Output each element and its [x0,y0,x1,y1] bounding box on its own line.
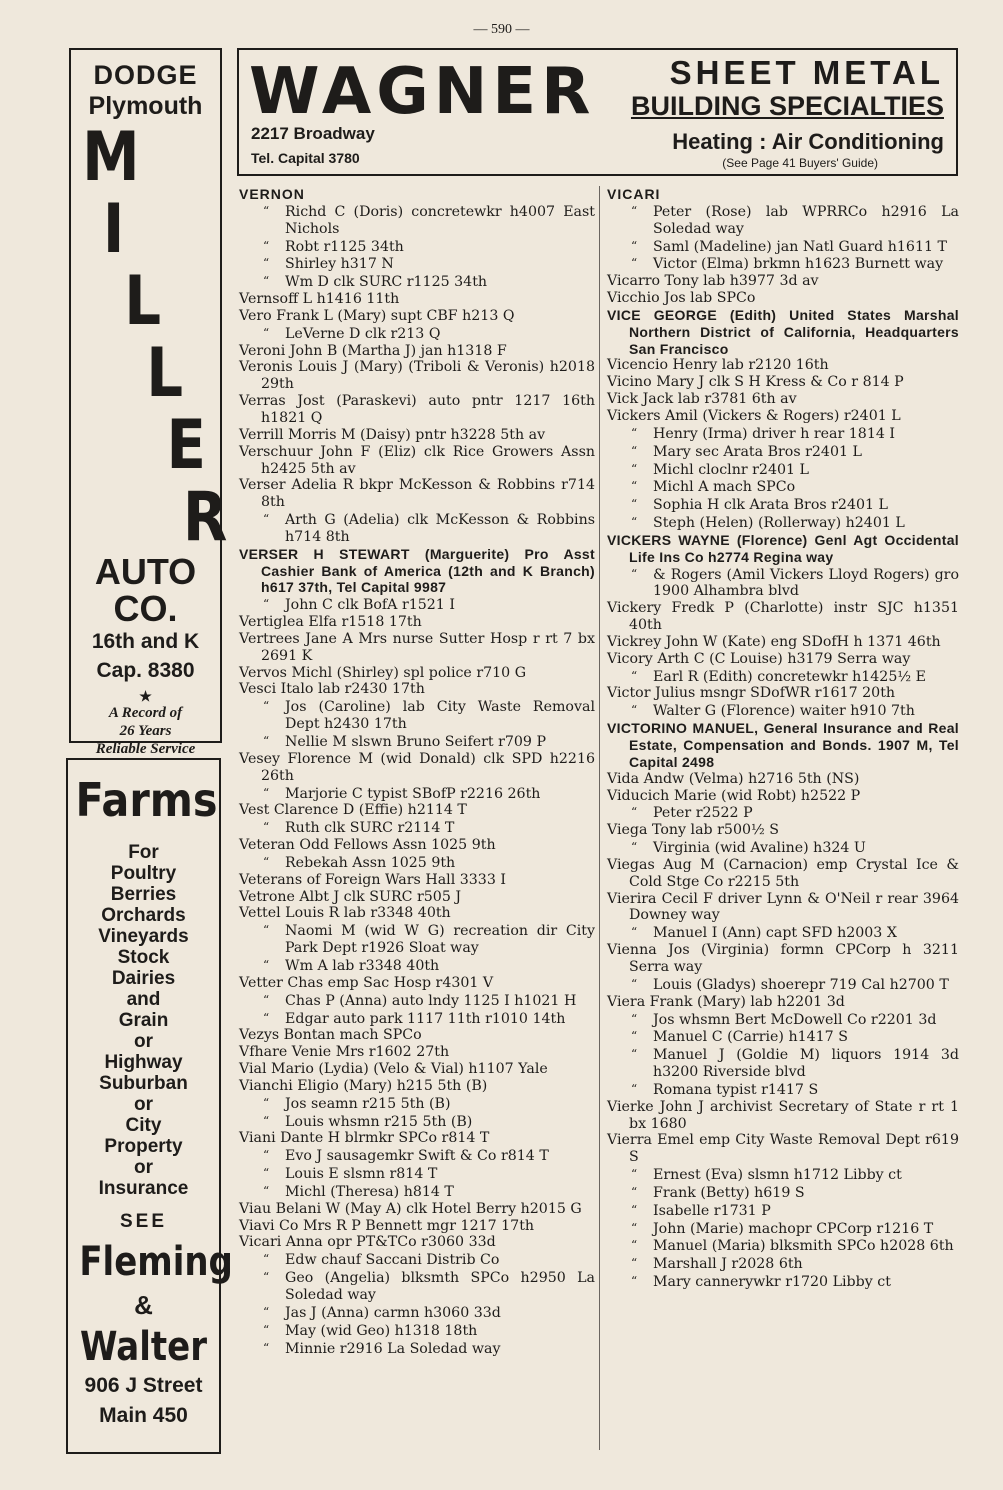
directory-entry: “ Peter (Rose) lab WPRRCo h2916 La Soledad way [607,203,959,238]
ad-plymouth: Plymouth [88,92,203,120]
directory-entry: “ Ruth clk SURC r2114 T [239,819,595,837]
directory-entry: Vettel Louis R lab r3348 40th [239,905,451,922]
farms-list-item: Insurance [98,1178,189,1199]
directory-entry: “ Virginia (wid Avaline) h324 U [607,839,959,857]
directory-entry: “ Peter r2522 P [607,804,959,822]
directory-entry: “ Geo (Angelia) blksmth SPCo h2950 La Soledad way [239,1269,595,1304]
miller-name [71,118,228,557]
wagner-telephone: Tel. Capital 3780 [251,150,360,166]
directory-entry: “ Henry (Irma) driver h rear 1814 I [607,425,959,443]
directory-entry: Vicory Arth C (C Louise) h3179 Serra way [607,650,911,667]
directory-entry: “ Manuel J (Goldie M) liquors 1914 3d h3200 Riverside blvd [607,1046,959,1081]
directory-entry: “ Ernest (Eva) slsmn h1712 Libby ct [607,1166,959,1184]
directory-entry: “ Richd C (Doris) concretewkr h4007 East Nichols [239,203,595,238]
ad-auto: AUTO [94,551,197,592]
directory-entry: Vetter Chas emp Sac Hosp r4301 V [239,974,494,991]
directory-entry: “ Marshall J r2028 6th [607,1255,959,1273]
directory-entry: “ Michl (Theresa) h814 T [239,1183,595,1201]
directory-entry: “ Manuel C (Carrie) h1417 S [607,1028,959,1046]
directory-column-left [239,186,595,1357]
directory-entry: Vicchio Jos lab SPCo [607,290,756,307]
miller-address: 16th and K [91,630,200,653]
directory-entry: “ Victor (Elma) brkmn h1623 Burnett way [607,255,959,273]
directory-entry: “ Arth G (Adelia) clk McKesson & Robbins h714 8th [239,511,595,546]
directory-entry: “ Manuel I (Ann) capt SFD h2003 X [607,924,959,942]
star-icon: ★ [139,688,152,704]
directory-entry: “ Naomi M (wid W G) recreation dir City Park Dept r1926 Sloat way [239,922,595,957]
miller-tagline-3: Reliable Service [95,741,196,757]
directory-entry: Vero Frank L (Mary) supt CBF h213 Q [239,307,515,324]
directory-entry: Vest Clarence D (Effie) h2114 T [239,802,467,819]
directory-entry: “ Romana typist r1417 S [607,1081,959,1099]
directory-entry: Vicari Anna opr PT&TCo r3060 33d [239,1234,496,1251]
directory-entry: Vierra Emel emp City Waste Removal Dept r619 S [607,1132,959,1166]
directory-entry: Vickers Amil (Vickers & Rogers) r2401 L [607,407,901,424]
directory-entry: VERSER H STEWART (Marguerite) Pro Asst Cashier Bank of America (12th and K Branch) h617 37th, Tel Capital 9987 [239,545,595,596]
directory-entry: “ Mary cannerywkr r1720 Libby ct [607,1273,959,1291]
directory-entry: Verser Adelia R bkpr McKesson & Robbins r714 8th [239,477,595,511]
directory-entry: “ Isabelle r1731 P [607,1202,959,1220]
directory-entry: “ Edw chauf Saccani Distrib Co [239,1251,595,1269]
miller-auto-ad [69,48,228,757]
directory-entry: “ Edgar auto park 1117 11th r1010 14th [239,1010,595,1028]
ad-dodge: DODGE [93,60,198,90]
directory-entry: Vickery Fredk P (Charlotte) instr SJC h1351 40th [607,600,959,634]
fleming-address: 906 J Street [84,1374,203,1397]
directory-entry: VICE GEORGE (Edith) United States Marshal Northern District of California, Headquarters San Francisco [607,306,959,357]
directory-entry: Vfhare Venie Mrs r1602 27th [239,1044,450,1061]
directory-entry: Veterans of Foreign Wars Hall 3333 I [239,871,506,888]
directory-entry: “ Marjorie C typist SBofP r2216 26th [239,785,595,803]
farms-list-item: and [126,989,161,1010]
directory-entry: VICKERS WAYNE (Florence) Genl Agt Occidental Life Ins Co h2774 Regina way [607,531,959,565]
ad-see: SEE [119,1211,168,1232]
wagner-building-specialties: BUILDING SPECIALTIES [630,91,944,121]
farms-list-item: or [134,1031,153,1052]
directory-entry: Vesey Florence M (wid Donald) clk SPD h2216 26th [239,750,595,784]
ad-co: CO. [113,588,178,629]
farms-list [68,842,219,1199]
miller-letter-e: E [166,406,206,485]
directory-entry: Vertiglea Elfa r1518 17th [239,614,422,631]
directory-entry: Vial Mario (Lydia) (Velo & Vial) h1107 Yale [239,1061,548,1078]
miller-phone: Cap. 8380 [96,659,195,682]
ad-fleming: Fleming [79,1239,233,1285]
miller-letter-m: M [82,118,140,197]
miller-letter-i: I [102,190,125,269]
directory-entry: “ John C clk BofA r1521 I [239,596,595,614]
farms-list-item: Property [104,1136,183,1157]
wagner-sheet-metal: SHEET METAL [669,54,944,91]
miller-letter-l2: L [146,334,184,413]
directory-entry: “ LeVerne D clk r213 Q [239,325,595,343]
directory-entry: “ Jos whsmn Bert McDowell Co r2201 3d [607,1011,959,1029]
farms-list-item: Vineyards [98,926,189,947]
directory-entry: “ Jos (Caroline) lab City Waste Removal Dept h2430 17th [239,698,595,733]
directory-entry: Vezys Bontan mach SPCo [239,1027,422,1044]
farms-list-item: Berries [110,884,177,905]
directory-entry: “ Steph (Helen) (Rollerway) h2401 L [607,514,959,532]
directory-entry: “ Sophia H clk Arata Bros r2401 L [607,496,959,514]
directory-entry: Verras Jost (Paraskevi) auto pntr 1217 16th h1821 Q [239,393,595,426]
directory-entry: “ Louis (Gladys) shoerepr 719 Cal h2700 T [607,976,959,994]
directory-entry: VERNON [239,186,305,202]
farms-list-item: Highway [104,1052,183,1073]
ad-ampersand: & [134,1290,153,1320]
directory-entry: Viani Dante H blrmkr SPCo r814 T [239,1130,490,1147]
farms-list-item: Orchards [101,905,186,926]
directory-entry: Viau Belani W (May A) clk Hotel Berry h2015 G [239,1200,582,1217]
farms-title: Farms [75,773,218,827]
farms-list-item: or [134,1157,153,1178]
column-divider [599,186,600,1450]
farms-list-item: Dairies [111,968,176,989]
directory-entry: Vertrees Jane A Mrs nurse Sutter Hosp r rt 7 bx 2691 K [239,630,595,664]
directory-entry: Verschuur John F (Eliz) clk Rice Growers Assn h2425 5th av [239,443,595,477]
ad-walter: Walter [80,1324,207,1370]
wagner-name: WAGNER [249,55,596,129]
directory-entry: “ Louis E slsmn r814 T [239,1165,595,1183]
directory-entry: “ Evo J sausagemkr Swift & Co r814 T [239,1147,595,1165]
farms-list-item: For [128,842,159,863]
directory-entry: “ Manuel (Maria) blksmith SPCo h2028 6th [607,1237,959,1255]
directory-entry: VICARI [607,186,661,202]
directory-entry: “ Earl R (Edith) concretewkr h1425½ E [607,668,959,686]
directory-entry: Viducich Marie (wid Robt) h2522 P [607,787,861,804]
directory-entry: “ Shirley h317 N [239,255,595,273]
directory-entry: “ Michl cloclnr r2401 L [607,461,959,479]
directory-entry: “ Robt r1125 34th [239,238,595,256]
farms-list-item: or [134,1094,153,1115]
directory-entry: “ Michl A mach SPCo [607,478,959,496]
wagner-heating: Heating : Air Conditioning [672,129,944,154]
miller-tagline-2: 26 Years [119,723,172,739]
directory-entry: Veteran Odd Fellows Assn 1025 9th [239,837,496,854]
directory-entry: Veroni John B (Martha J) jan h1318 F [239,342,507,359]
farms-list-item: Stock [117,947,170,968]
farms-list-item: Poultry [110,863,177,884]
directory-entry: “ Nellie M slswn Bruno Seifert r709 P [239,733,595,751]
directory-entry: Vierke John J archivist Secretary of State r rt 1 bx 1680 [607,1098,959,1132]
directory-entry: “ Wm A lab r3348 40th [239,957,595,975]
directory-entry: VICTORINO MANUEL, General Insurance and Real Estate, Compensation and Bonds. 1907 M, Tel Capital 2498 [607,720,959,770]
miller-letter-r: R [182,478,228,557]
directory-column-right [607,186,959,1291]
fleming-phone: Main 450 [99,1404,188,1427]
directory-entry: “ Mary sec Arata Bros r2401 L [607,443,959,461]
directory-entry: Vesci Italo lab r2430 17th [239,681,425,698]
directory-entry: “ Minnie r2916 La Soledad way [239,1340,595,1358]
directory-entry: Viegas Aug M (Carnacion) emp Crystal Ice & Cold Stge Co r2215 5th [607,856,959,890]
directory-entry: “ Walter G (Florence) waiter h910 7th [607,702,959,720]
directory-entry: “ Frank (Betty) h619 S [607,1184,959,1202]
directory-entry: “ May (wid Geo) h1318 18th [239,1322,595,1340]
directory-entry: Victor Julius msngr SDofWR r1617 20th [607,685,896,702]
directory-entry: Vianchi Eligio (Mary) h215 5th (B) [239,1077,488,1094]
directory-entry: Viega Tony lab r500½ S [607,822,779,839]
directory-entry: Vicencio Henry lab r2120 16th [607,357,829,374]
directory-entry: Vienna Jos (Virginia) formn CPCorp h 3211 Serra way [607,942,959,975]
directory-entry: “ Chas P (Anna) auto lndy 1125 I h1021 H [239,992,595,1010]
directory-entry: Vicarro Tony lab h3977 3d av [607,273,819,290]
directory-entry: “ Louis whsmn r215 5th (B) [239,1113,595,1131]
directory-entry: Vickrey John W (Kate) eng SDofH h 1371 46th [607,633,941,650]
directory-entry: Vida Andw (Velma) h2716 5th (NS) [607,770,860,787]
farms-list-item: City [125,1115,162,1136]
directory-entry: Vetrone Albt J clk SURC r505 J [239,888,462,905]
fleming-walter-ad [66,758,233,1454]
farms-list-item: Grain [118,1010,169,1031]
page-number: — 590 — [473,22,530,37]
directory-entry: “ John (Marie) machopr CPCorp r1216 T [607,1220,959,1238]
directory-entry: “ Wm D clk SURC r1125 34th [239,273,595,291]
directory-entry: Vick Jack lab r3781 6th av [607,391,797,408]
miller-letter-l1: L [124,262,162,341]
directory-entry: “ Jos seamn r215 5th (B) [239,1095,595,1113]
farms-list-item: Suburban [99,1073,188,1094]
directory-entry: Vierira Cecil F driver Lynn & O'Neil r rear 3964 Downey way [607,890,959,924]
directory-entry: “ Jas J (Anna) carmn h3060 33d [239,1304,595,1322]
directory-entry: Verrill Morris M (Daisy) pntr h3228 5th av [239,426,546,443]
directory-entry: “ Rebekah Assn 1025 9th [239,854,595,872]
directory-entry: Vervos Michl (Shirley) spl police r710 G [239,664,527,681]
directory-entry: Vicino Mary J clk S H Kress & Co r 814 P [607,374,904,391]
wagner-see-page: (See Page 41 Buyers' Guide) [722,156,878,170]
miller-tagline-1: A Record of [108,705,183,721]
wagner-sheet-metal-ad [237,48,958,176]
directory-entry: “ & Rogers (Amil Vickers Lloyd Rogers) gro 1900 Alhambra blvd [607,566,959,601]
directory-entry: Viavi Co Mrs R P Bennett mgr 1217 17th [239,1217,535,1234]
directory-entry: Vernsoff L h1416 11th [239,291,400,308]
directory-entry: Veronis Louis J (Mary) (Triboli & Veronis) h2018 29th [239,359,595,393]
wagner-address: 2217 Broadway [251,124,375,143]
directory-entry: Viera Frank (Mary) lab h2201 3d [607,993,845,1010]
directory-entry: “ Saml (Madeline) jan Natl Guard h1611 T [607,238,959,256]
